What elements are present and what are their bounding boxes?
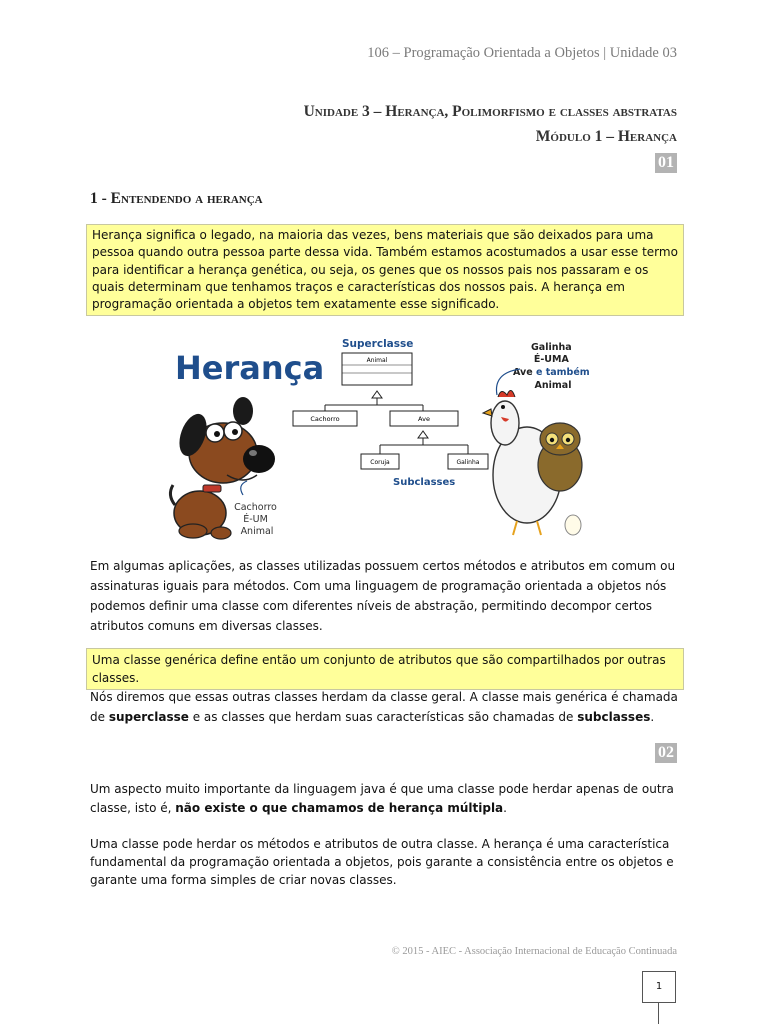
inheritance-arrow xyxy=(372,391,382,398)
superclass-label: Superclasse xyxy=(342,338,414,350)
page-number-tick xyxy=(658,1002,659,1024)
unit-title: Unidade 3 – Herança, Polimorfismo e classes abstratas xyxy=(303,103,677,120)
page-number: 1 xyxy=(642,971,676,1003)
subclasses-label: Subclasses xyxy=(393,477,456,488)
section-badge-02: 02 xyxy=(655,743,677,763)
owl-cartoon xyxy=(538,423,582,491)
dog-caption: Cachorro É-UM Animal xyxy=(234,502,277,537)
box-coruja-label: Coruja xyxy=(370,459,390,466)
chicken-caption: Galinha É-UMA Ave e também Animal xyxy=(512,342,590,391)
module-title: Módulo 1 – Herança xyxy=(535,128,677,145)
section-heading: 1 - Entendendo a herança xyxy=(90,190,263,207)
box-animal-label: Animal xyxy=(366,357,388,364)
inheritance-arrow xyxy=(418,431,428,438)
intro-box: Herança significa o legado, na maioria das vezes, bens materiais que são deixados para uma pessoa quando outra pessoa parte dessa vida. Também estamos acostumados a usar esse termo para identificar a herança genética, ou seja, os genes que os nossos pais nos passaram e os quais determinam que tenhamos traços e características dos nossos pais. A herança em programação orientada a objetos tem exatamente esse significado. xyxy=(86,224,684,316)
box-ave-label: Ave xyxy=(418,415,430,423)
paragraph-3: Um aspecto muito importante da linguagem java é que uma classe pode herdar apenas de outra classe, isto é, não existe o que chamamos de herança múltipla. xyxy=(90,782,674,815)
paragraph-4: Uma classe pode herdar os métodos e atributos de outra classe. A herança é uma característica fundamental da programação orientada a objetos, pois garante a consistência entre os objetos e garante uma forma simples de criar novas classes. xyxy=(90,837,674,887)
figure-title: Herança xyxy=(175,349,325,387)
paragraph-2: Nós diremos que essas outras classes herdam da classe geral. A classe mais genérica é chamada de superclasse e as classes que herdam suas características são chamadas de subclasses. xyxy=(90,690,678,724)
section-badge-01: 01 xyxy=(655,153,677,173)
paragraph-1: Em algumas aplicações, as classes utilizadas possuem certos métodos e atributos em comum ou assinaturas iguais para métodos. Com uma linguagem de programação orientada a objetos nós podemos definir uma classe com diferentes níveis de abstração, permitindo decompor certos atributos comuns em diversas classes. xyxy=(90,559,676,633)
box-cachorro-label: Cachorro xyxy=(310,415,340,423)
running-header: 106 – Programação Orientada a Objetos | Unidade 03 xyxy=(367,45,677,61)
footer-copyright: © 2015 - AIEC - Associação Internacional de Educação Continuada xyxy=(391,946,677,957)
highlight-box: Uma classe genérica define então um conjunto de atributos que são compartilhados por outras classes. xyxy=(86,648,684,690)
box-galinha-label: Galinha xyxy=(456,459,480,466)
inheritance-illustration xyxy=(165,335,605,545)
